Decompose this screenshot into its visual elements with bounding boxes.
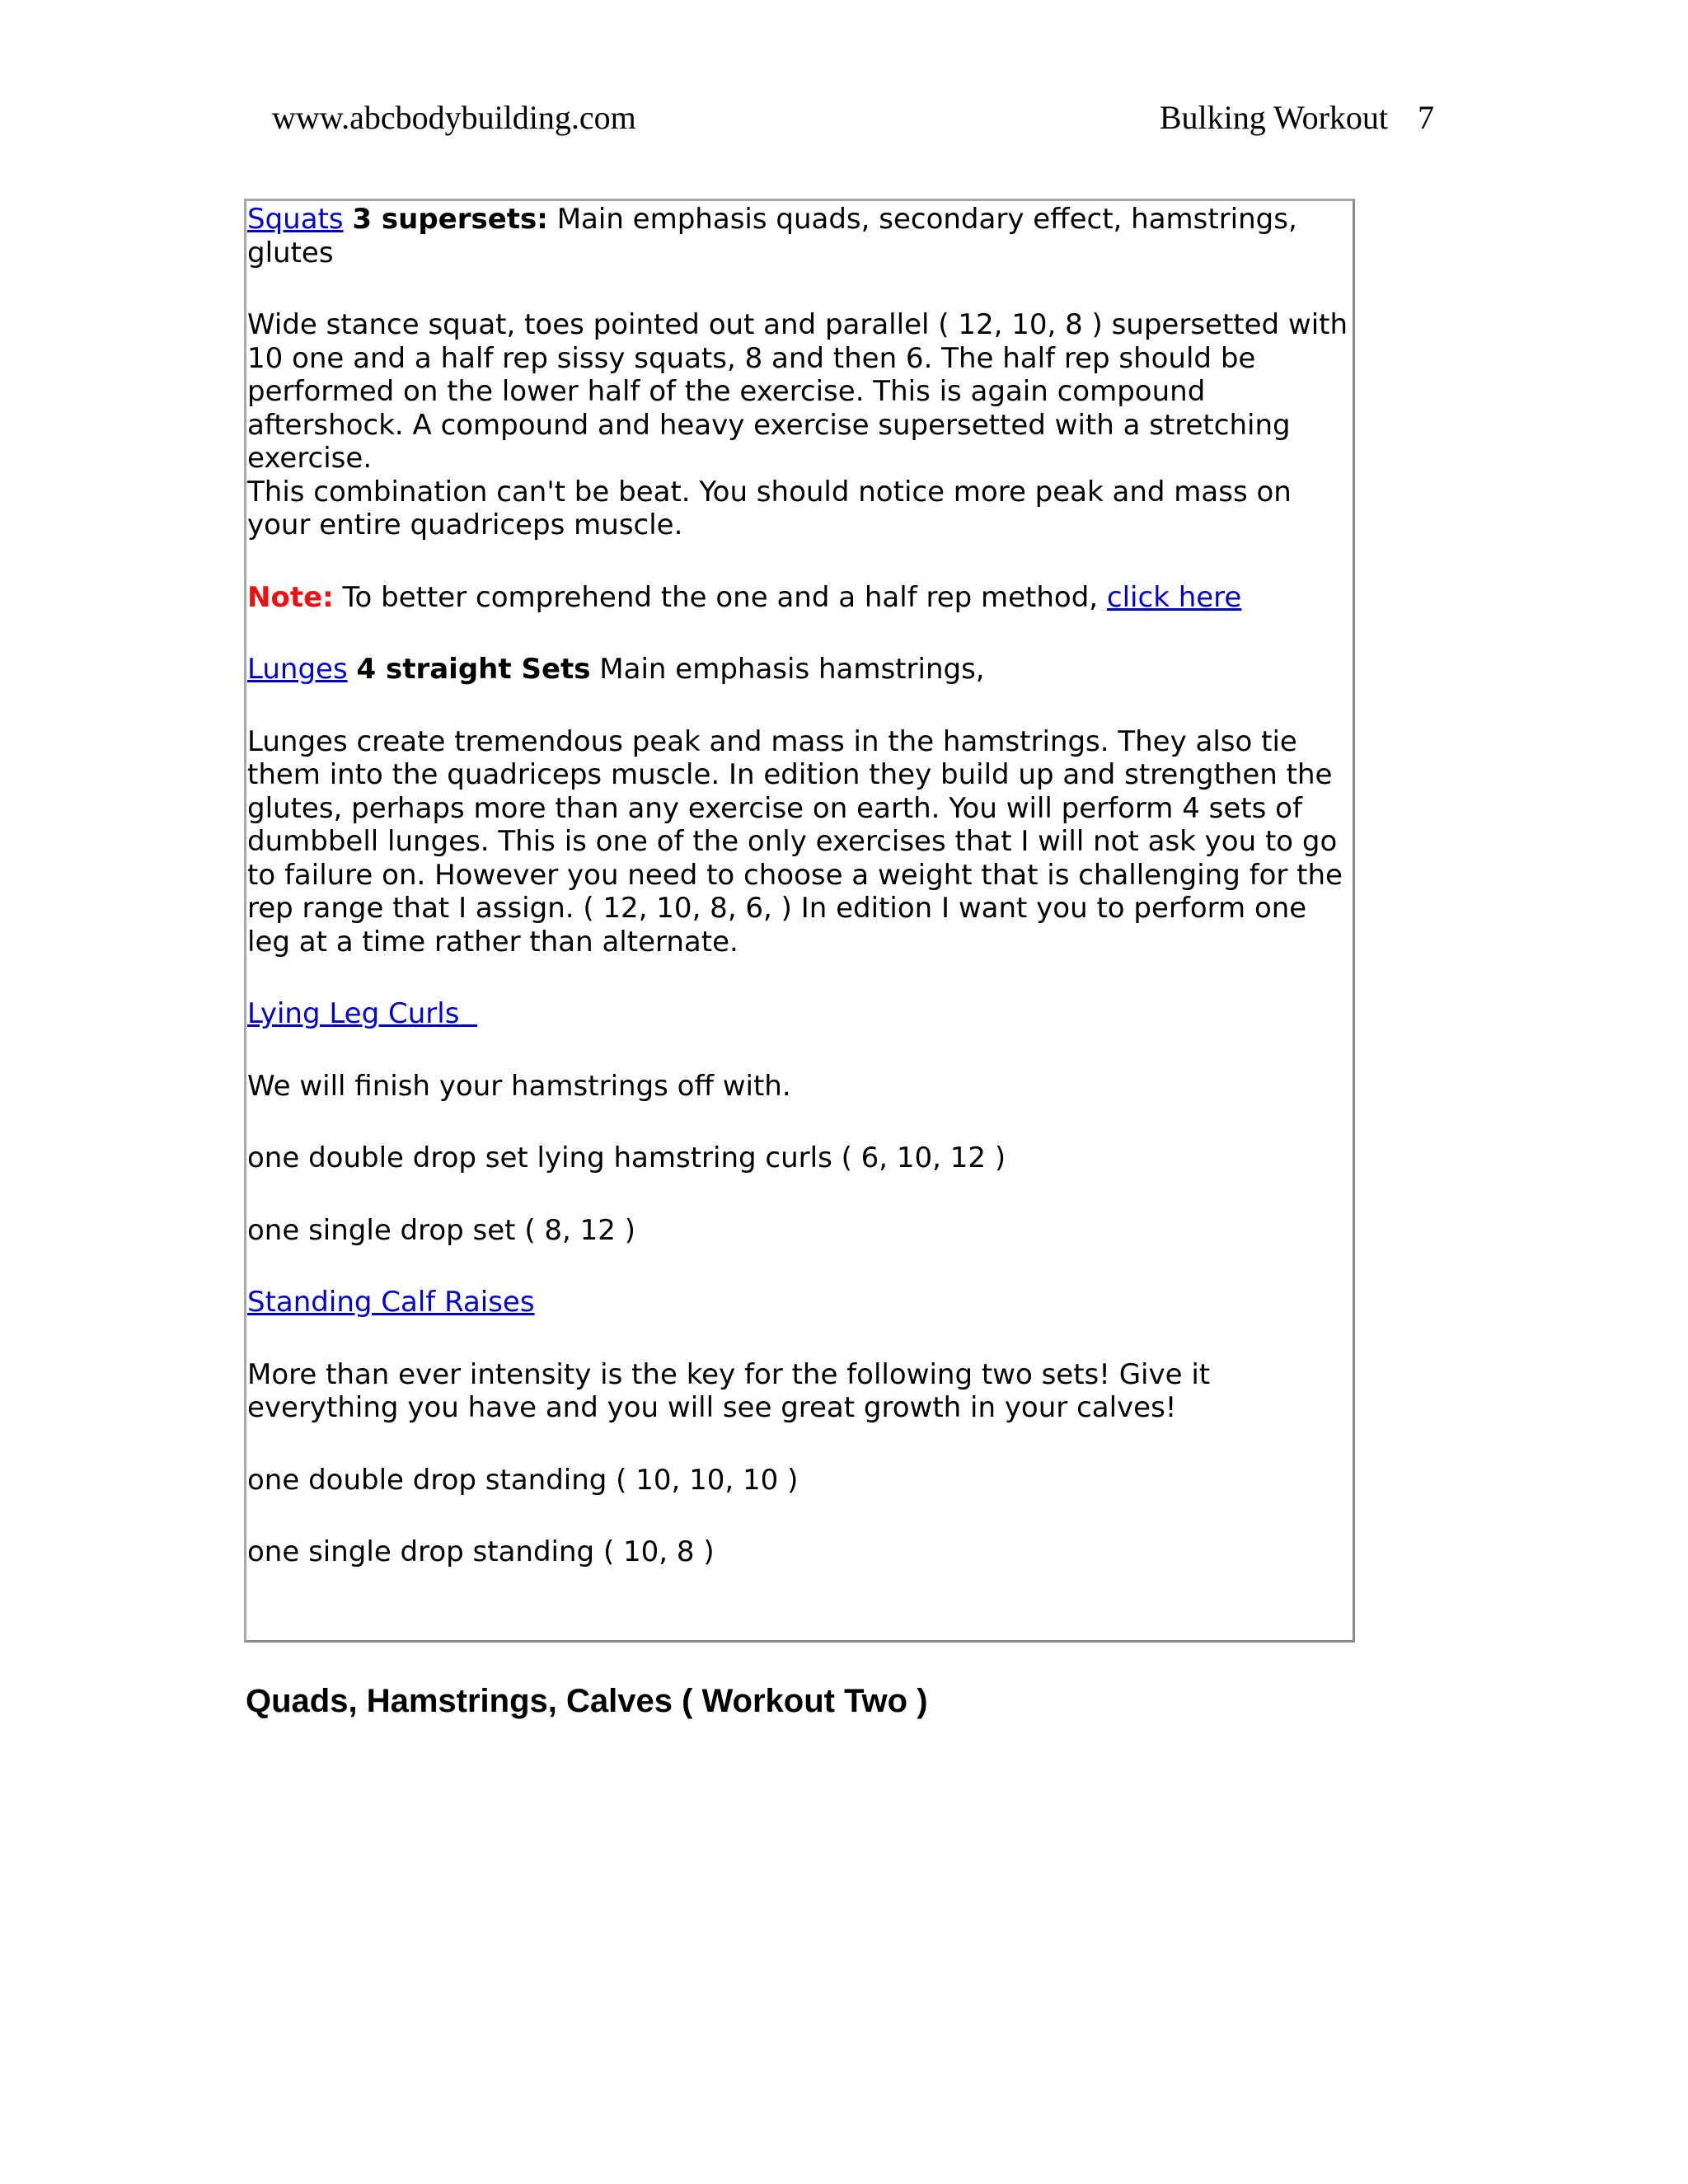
standing-calf-raises-link[interactable]: Standing Calf Raises	[247, 1286, 535, 1319]
calf-raises-set-1: one double drop standing ( 10, 10, 10 )	[247, 1463, 799, 1497]
leg-curls-set-1: one double drop set lying hamstring curls ( 6, 10, 12 )	[247, 1141, 1006, 1174]
lunges-link[interactable]: Lunges	[247, 653, 348, 686]
lunges-sets: 4 straight Sets	[356, 653, 591, 686]
workout-content	[247, 203, 1353, 1608]
lunges-description: Lunges create tremendous peak and mass in the hamstrings. They also tie them into the quadriceps muscle. In edition they build up and strengthen the glutes, perhaps more than any exercise on earth. You will perform 4 sets of dumbbell lunges. This is one of the only exercises that I will not ask you to go to failure on. However you need to choose a weight that is challenging for the rep range that I assign. ( 12, 10, 8, 6, ) In edition I want you to perform one leg at a time rather than alternate.	[247, 724, 1343, 958]
section-heading-workout-two: Quads, Hamstrings, Calves ( Workout Two )	[246, 1683, 928, 1719]
header-section	[1160, 97, 1434, 138]
header-section-title: Bulking Workout	[1159, 99, 1388, 136]
squats-combination: This combination can't be beat. You should notice more peak and mass on your entire quadriceps muscle.	[247, 475, 1292, 541]
lunges-emphasis: Main emphasis hamstrings,	[590, 653, 985, 686]
squats-heading	[247, 203, 1353, 269]
squats-link[interactable]: Squats	[247, 203, 344, 236]
leg-curls-intro: We will finish your hamstrings off with.	[247, 1069, 791, 1103]
leg-curls-set-2: one single drop set ( 8, 12 )	[247, 1213, 635, 1247]
calf-raises-heading	[247, 1286, 1353, 1319]
note-label: Note:	[247, 580, 334, 614]
squats-sets: 3 supersets:	[352, 203, 548, 236]
note-paragraph	[247, 581, 1353, 615]
lunges-heading	[247, 653, 1353, 687]
squats-emphasis: Main emphasis quads, secondary effect, hamstrings, glutes	[247, 203, 1297, 269]
click-here-link[interactable]: click here	[1106, 580, 1242, 614]
workout-content-box	[244, 199, 1355, 1643]
leg-curls-heading	[247, 997, 1353, 1031]
header-site: www.abcbodybuilding.com	[272, 99, 636, 136]
lying-leg-curls-link[interactable]: Lying Leg Curls	[247, 997, 478, 1030]
calf-raises-intro: More than ever intensity is the key for the following two sets! Give it everything you have and you will see great growth in your calves!	[247, 1357, 1211, 1424]
note-text: To better comprehend the one and a half rep method,	[333, 580, 1107, 614]
page-number: 7	[1418, 99, 1434, 136]
calf-raises-set-2: one single drop standing ( 10, 8 )	[247, 1535, 715, 1568]
squats-description: Wide stance squat, toes pointed out and parallel ( 12, 10, 8 ) supersetted with 10 one and a half rep sissy squats, 8 and then 6. The half rep should be performed on the lower half of the exercise. This is again compound aftershock. A compound and heavy exercise supersetted with a stretching exercise.	[247, 308, 1348, 475]
